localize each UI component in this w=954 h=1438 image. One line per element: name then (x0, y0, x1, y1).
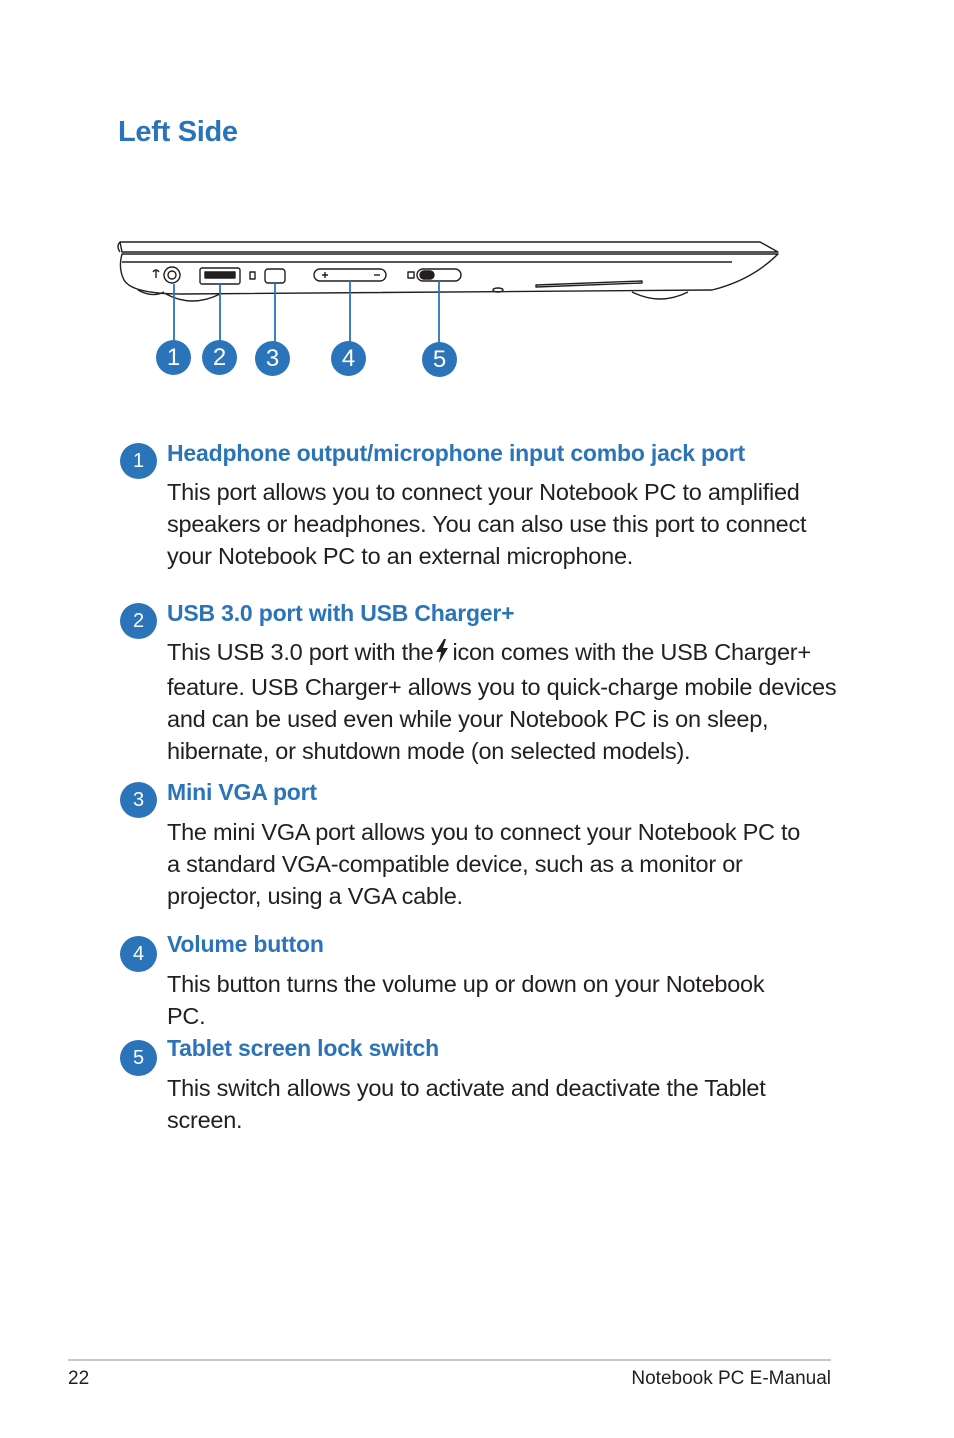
footer-divider (68, 1359, 831, 1361)
item-number-badge: 3 (120, 782, 157, 818)
callout-5: 5 (422, 342, 457, 377)
item-description: This button turns the volume up or down on your Notebook PC. (167, 971, 765, 1029)
item-number-badge: 4 (120, 936, 157, 972)
notebook-left-side-diagram (112, 232, 784, 382)
item-volume-button (120, 931, 840, 1031)
callout-4: 4 (331, 341, 366, 376)
item-description: This switch allows you to activate and deactivate the Tablet screen. (167, 1075, 766, 1133)
page-number: 22 (68, 1368, 90, 1389)
item-description (167, 636, 839, 767)
item-description: This port allows you to connect your Notebook PC to amplified speakers or headphones. You can also use this port to connect your Notebook PC to an external microphone. (167, 479, 807, 569)
item-number-badge: 5 (120, 1040, 157, 1076)
page-title: Left Side (118, 116, 238, 148)
item-number-badge: 1 (120, 443, 157, 479)
item-heading: Tablet screen lock switch (167, 1035, 439, 1061)
item-headphone-jack (120, 440, 840, 580)
item-heading: Headphone output/microphone input combo jack port (167, 440, 745, 466)
callout-3: 3 (255, 341, 290, 376)
item-heading: USB 3.0 port with USB Charger+ (167, 600, 515, 626)
item-number-badge: 2 (120, 603, 157, 639)
item-mini-vga-port (120, 779, 840, 919)
description-text-before-icon: This USB 3.0 port with the (167, 639, 434, 665)
item-usb-port (120, 600, 840, 770)
lightning-bolt-icon (435, 639, 449, 671)
callout-1: 1 (156, 340, 191, 375)
callout-2: 2 (202, 340, 237, 375)
description-text-after-icon: icon comes with the USB Charger+ feature. USB Charger+ allows you to quick-charge mobile devices and can be used even while your Notebook PC is on sleep, hibernate, or shutdown mode (on selected models). (167, 639, 837, 764)
item-tablet-lock-switch (120, 1035, 840, 1135)
item-heading: Mini VGA port (167, 779, 317, 805)
item-heading: Volume button (167, 931, 324, 957)
document-name: Notebook PC E-Manual (631, 1368, 831, 1389)
item-description: The mini VGA port allows you to connect your Notebook PC to a standard VGA-compatible device, such as a monitor or projector, using a VGA cable. (167, 819, 801, 909)
